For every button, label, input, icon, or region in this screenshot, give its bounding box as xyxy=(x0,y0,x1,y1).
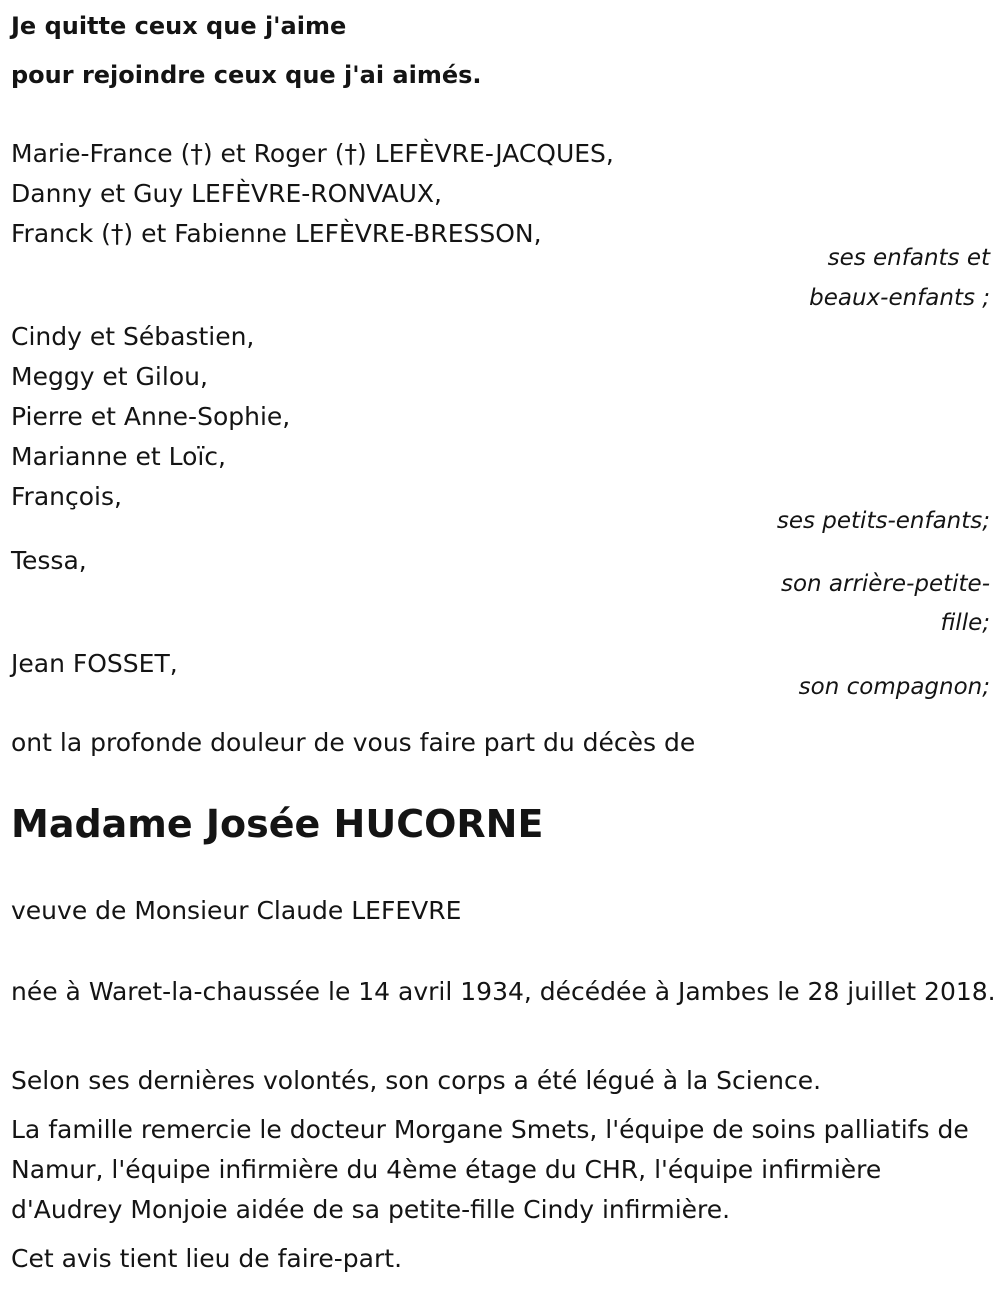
epigraph-line: Je quitte ceux que j'aime xyxy=(11,12,347,40)
great-grandchild-line: Tessa, xyxy=(11,546,87,575)
grandchildren-line: Cindy et Sébastien, xyxy=(11,322,255,351)
grandchildren-line: Pierre et Anne-Sophie, xyxy=(11,402,291,431)
children-label: ses enfants et xyxy=(827,245,990,271)
children-line: Marie-France (†) et Roger (†) LEFÈVRE-JACQUES, xyxy=(11,139,614,168)
announcement: ont la profonde douleur de vous faire part du décès de xyxy=(11,728,696,757)
epigraph-line: pour rejoindre ceux que j'ai aimés. xyxy=(11,61,482,89)
grandchildren-label: ses petits-enfants; xyxy=(776,508,990,534)
birth-death-paragraph: née à Waret-la-chaussée le 14 avril 1934, décédée à Jambes le 28 juillet 2018. xyxy=(11,977,996,1006)
children-line: Franck (†) et Fabienne LEFÈVRE-BRESSON, xyxy=(11,219,542,248)
companion-label: son compagnon; xyxy=(798,674,990,700)
wishes-paragraph: Selon ses dernières volontés, son corps a été légué à la Science. xyxy=(11,1066,822,1095)
children-label: beaux-enfants ; xyxy=(809,285,990,311)
closing-paragraph: Cet avis tient lieu de faire-part. xyxy=(11,1244,403,1273)
grandchildren-line: Marianne et Loïc, xyxy=(11,442,227,471)
deceased-name: Madame Josée HUCORNE xyxy=(11,802,544,846)
grandchildren-line: François, xyxy=(11,482,122,511)
great-grandchild-label: son arrière-petite- xyxy=(780,571,990,597)
children-line: Danny et Guy LEFÈVRE-RONVAUX, xyxy=(11,179,443,208)
widow-of: veuve de Monsieur Claude LEFEVRE xyxy=(11,896,462,925)
thanks-paragraph: La famille remercie le docteur Morgane Smets, l'équipe de soins palliatifs de Namur, l'équipe infirmière du 4ème étage du CHR, l'équipe infirmière d'Audrey Monjoie aidée de sa petite-fille Cindy infirmière. xyxy=(11,1115,969,1224)
companion-line: Jean FOSSET, xyxy=(11,649,178,678)
great-grandchild-label: fille; xyxy=(940,610,990,636)
grandchildren-line: Meggy et Gilou, xyxy=(11,362,208,391)
